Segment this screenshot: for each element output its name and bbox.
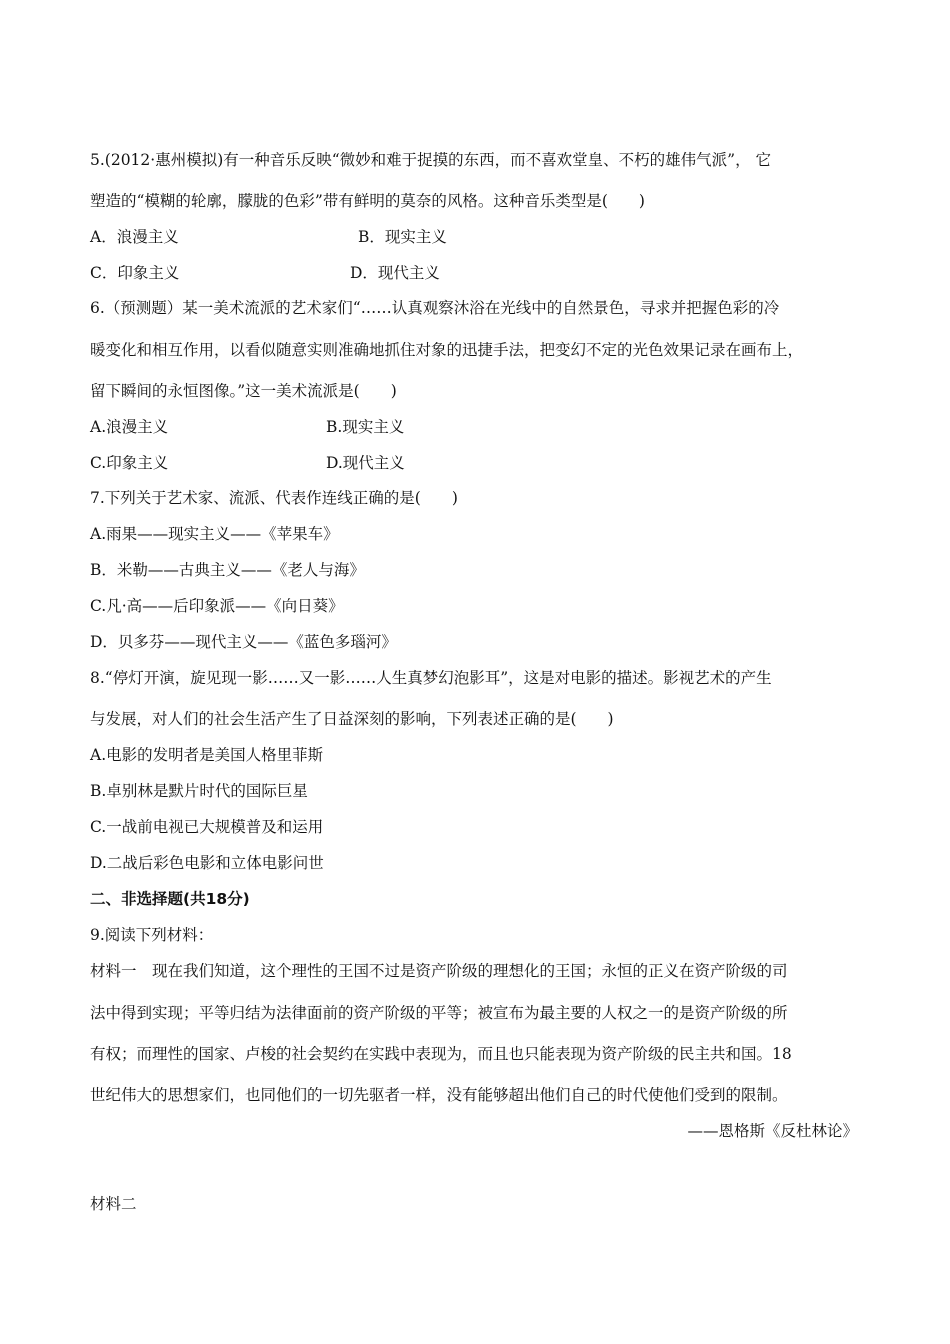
q6-option-b: B.现实主义 — [326, 418, 405, 436]
q5-stem-line1: 5.(2012·惠州模拟)有一种音乐反映“微妙和难于捉摸的东西，而不喜欢堂皇、不朽的雄伟气派”， 它 — [90, 151, 772, 169]
section-heading: 二、非选择题(共18分) — [90, 890, 250, 908]
q6-option-c: C.印象主义 — [90, 454, 169, 472]
q7-stem: 7.下列关于艺术家、流派、代表作连线正确的是( ) — [90, 489, 458, 507]
q7-option-d: D．贝多芬——现代主义——《蓝色多瑙河》 — [90, 633, 397, 651]
q9-material1-line2: 法中得到实现；平等归结为法律面前的资产阶级的平等；被宣布为最主要的人权之一的是资产阶级的所 — [90, 1004, 788, 1022]
q9-material2-label: 材料二 — [90, 1195, 137, 1213]
q6-option-a: A.浪漫主义 — [90, 418, 169, 436]
q8-stem-line1: 8.“停灯开演，旋见现一影……又一影……人生真梦幻泡影耳”，这是对电影的描述。影视艺术的产生 — [90, 669, 772, 687]
q5-option-b: B．现实主义 — [358, 228, 447, 246]
q6-stem-line3: 留下瞬间的永恒图像。”这一美术流派是( ) — [90, 382, 397, 400]
q9-material1-source: ——恩格斯《反杜林论》 — [687, 1122, 858, 1140]
q6-option-d: D.现代主义 — [326, 454, 405, 472]
q5-option-d: D．现代主义 — [350, 264, 440, 282]
q5-option-a: A．浪漫主义 — [90, 228, 179, 246]
q8-option-c: C.一战前电视已大规模普及和运用 — [90, 818, 324, 836]
q9-stem: 9.阅读下列材料： — [90, 926, 214, 944]
q9-material1-line1: 材料一 现在我们知道，这个理性的王国不过是资产阶级的理想化的王国；永恒的正义在资产阶级的司 — [90, 962, 788, 980]
q6-stem-line1: 6.（预测题）某一美术流派的艺术家们“……认真观察沐浴在光线中的自然景色，寻求并把握色彩的冷 — [90, 299, 780, 317]
q5-option-c: C．印象主义 — [90, 264, 180, 282]
q6-stem-line2: 暖变化和相互作用，以看似随意实则准确地抓住对象的迅捷手法，把变幻不定的光色效果记录在画布上， — [90, 341, 804, 359]
q7-option-b: B．米勒——古典主义——《老人与海》 — [90, 561, 365, 579]
q8-option-a: A.电影的发明者是美国人格里菲斯 — [90, 746, 324, 764]
q8-option-d: D.二战后彩色电影和立体电影问世 — [90, 854, 324, 872]
q7-option-a: A.雨果——现实主义——《苹果车》 — [90, 525, 339, 543]
q7-option-c: C.凡·高——后印象派——《向日葵》 — [90, 597, 344, 615]
q9-material1-line4: 世纪伟大的思想家们，也同他们的一切先驱者一样，没有能够超出他们自己的时代使他们受到的限制。 — [90, 1086, 788, 1104]
q8-option-b: B.卓别林是默片时代的国际巨星 — [90, 782, 308, 800]
q9-material1-line3: 有权；而理性的国家、卢梭的社会契约在实践中表现为，而且也只能表现为资产阶级的民主共和国。18 — [90, 1045, 792, 1063]
q5-stem-line2: 塑造的“模糊的轮廓，朦胧的色彩”带有鲜明的莫奈的风格。这种音乐类型是( ) — [90, 192, 645, 210]
q8-stem-line2: 与发展，对人们的社会生活产生了日益深刻的影响，下列表述正确的是( ) — [90, 710, 614, 728]
